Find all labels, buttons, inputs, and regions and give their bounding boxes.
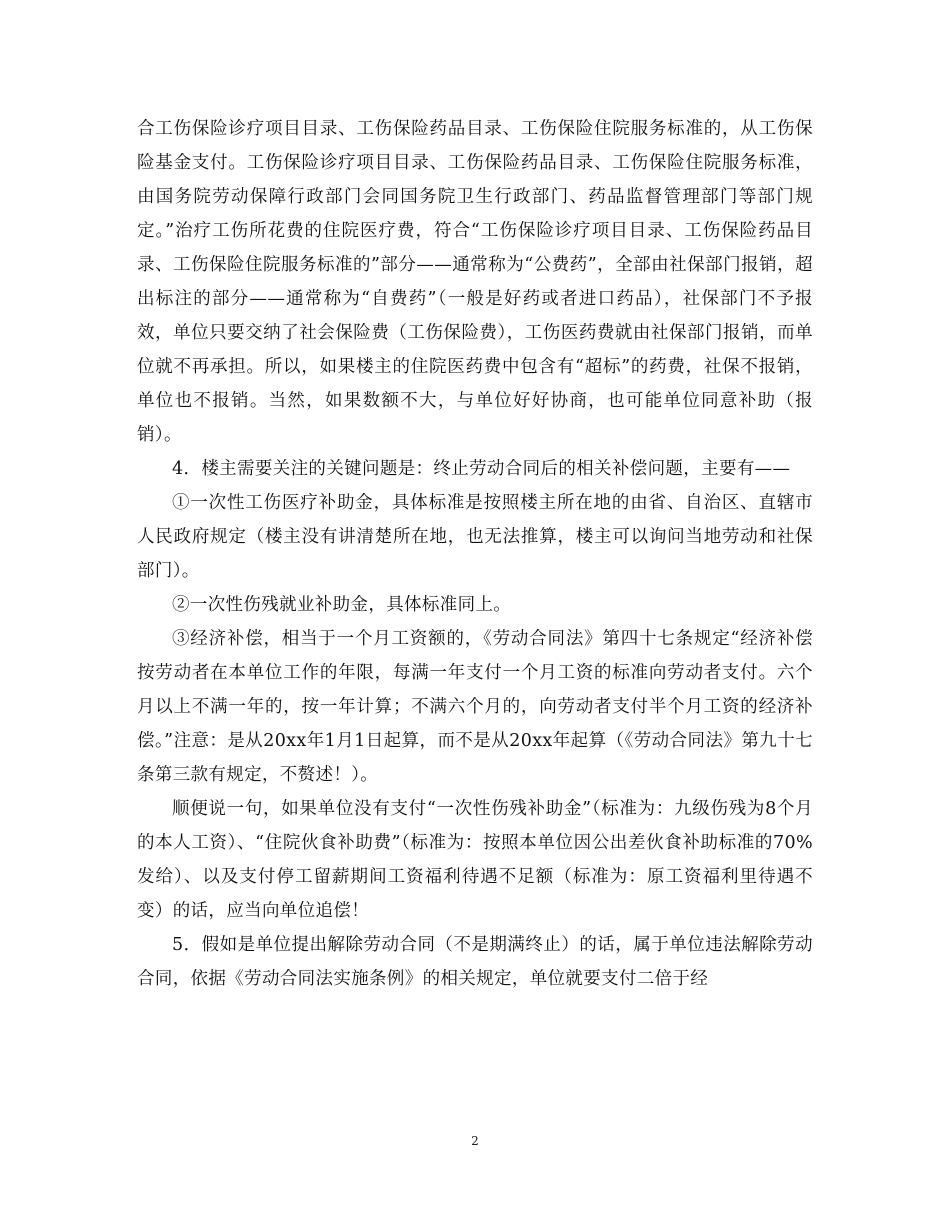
paragraph-2: 4．楼主需要关注的关键问题是：终止劳动合同后的相关补偿问题，主要有—— <box>172 459 791 479</box>
page-number: 2 <box>471 1134 479 1148</box>
paragraph-5: ③经济补偿，相当于一个月工资额的，《劳动合同法》第四十七条规定“经济补偿按劳动者在本单位工作的年限，每满一年支付一个月工资的标准向劳动者支付。六个月以上不满一年的，按一年计算；不满六个月的，向劳动者支付半个月工资的经济补偿。”注意：是从20xx年1月1日起算，而不是从20xx年起算（《劳动合同法》第九十七条第三款有规定，不赘述！）。 <box>137 629 813 785</box>
paragraph-7: 5．假如是单位提出解除劳动合同（不是期满终止）的话，属于单位违法解除劳动合同，依据《劳动合同法实施条例》的相关规定，单位就要支付二倍于经 <box>137 935 813 989</box>
paragraph-6: 顺便说一句，如果单位没有支付“一次性伤残补助金”（标准为：九级伤残为8个月的本人工资）、“住院伙食补助费”（标准为：按照本单位因公出差伙食补助标准的70%发给）、以及支付停工留薪期间工资福利待遇不足额（标准为：原工资福利里待遇不变）的话，应当向单位追偿！ <box>137 799 813 921</box>
paragraph-3: ①一次性工伤医疗补助金，具体标准是按照楼主所在地的由省、自治区、直辖市人民政府规定（楼主没有讲清楚所在地，也无法推算，楼主可以询问当地劳动和社保部门）。 <box>137 493 813 581</box>
paragraph-4: ②一次性伤残就业补助金，具体标准同上。 <box>172 595 512 615</box>
document-body <box>137 112 813 996</box>
paragraph-1: 合工伤保险诊疗项目目录、工伤保险药品目录、工伤保险住院服务标准的，从工伤保险基金支付。工伤保险诊疗项目目录、工伤保险药品目录、工伤保险住院服务标准，由国务院劳动保障行政部门会同国务院卫生行政部门、药品监督管理部门等部门规定。”治疗工伤所花费的住院医疗费，符合“工伤保险诊疗项目目录、工伤保险药品目录、工伤保险住院服务标准的”部分——通常称为“公费药”，全部由社保部门报销，超出标注的部分——通常称为“自费药”（一般是好药或者进口药品），社保部门不予报效，单位只要交纳了社会保险费（工伤保险费），工伤医药费就由社保部门报销，而单位就不再承担。所以，如果楼主的住院医药费中包含有“超标”的药费，社保不报销，单位也不报销。当然，如果数额不大，与单位好好协商，也可能单位同意补助（报销）。 <box>137 119 813 445</box>
